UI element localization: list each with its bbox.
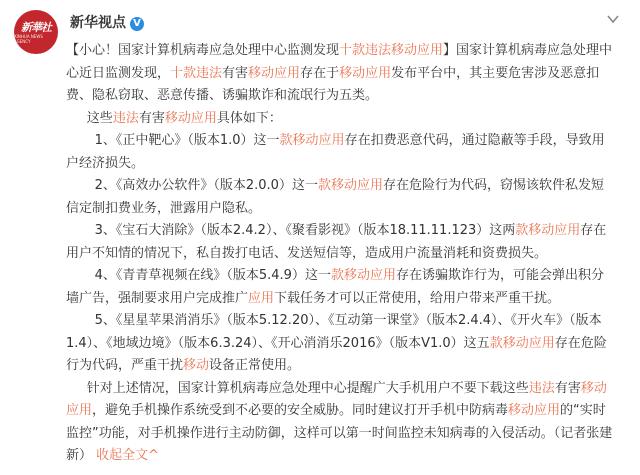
text-segment: 这些	[86, 110, 113, 126]
post-list-item-4	[66, 265, 614, 310]
keyword-highlight[interactable]: 款移动应用	[317, 178, 383, 193]
text-segment: 针对上述情况，国家计算机病毒应急处理中心提醒广大手机用户不要下载这些	[86, 380, 529, 396]
post-list-item-3	[66, 220, 614, 265]
text-segment: 2、《高效办公软件》（版本2.0.0）这一	[94, 178, 318, 193]
topic-link[interactable]: 十款违法移动应用	[339, 43, 444, 58]
text-segment: 5、《星星苹果消消乐》（版本5.12.20）、《互动第一课堂》（版本2.4.4）、《开火车》（版本1.4）、《地域边境》（版本6.3.24）、《开心消消乐2016》（版本V1.0）这五	[66, 313, 602, 351]
text-segment: 具体如下：	[216, 110, 282, 126]
post-body	[66, 40, 614, 468]
text-segment: 下载任务才可以正常使用，给用户带来严重干扰。	[274, 290, 561, 306]
keyword-highlight[interactable]: 款移动应用	[279, 133, 345, 148]
collapse-text-label[interactable]: 收起全文	[96, 448, 149, 463]
keyword-highlight[interactable]: 款移动应用	[515, 223, 581, 238]
keyword-highlight[interactable]: 移动	[183, 358, 210, 373]
text-segment: 4、《青青草视频在线》（版本5.4.9）这一	[94, 268, 331, 283]
post-paragraph-intro	[66, 40, 614, 108]
text-segment: 的“实时监控”功能，对手机操作进行主动防御，这样可以第一时间监控未知病毒的入侵活动。（记者张建新）	[66, 403, 613, 463]
post-list-item-2	[66, 175, 614, 220]
account-name[interactable]	[70, 12, 144, 32]
avatar-logo-subtext: XINHUA NEWS AGENCY	[14, 33, 43, 44]
post-list-item-5	[66, 310, 614, 378]
keyword-highlight[interactable]: 应用	[248, 290, 275, 306]
keyword-highlight[interactable]: 违法	[112, 110, 139, 126]
text-segment: 有害	[222, 65, 249, 81]
keyword-highlight[interactable]: 款移动应用	[489, 335, 555, 351]
text-segment: ，避免手机操作系统受到不必要的安全威胁。同时建议打开手机中防病毒	[92, 403, 509, 418]
text-segment: 设备正常使用。	[209, 358, 301, 373]
keyword-highlight[interactable]: 移动应用	[164, 110, 217, 126]
post-paragraph-advice	[66, 378, 614, 468]
text-segment: 1、《正中靶心》（版本1.0）这一	[94, 133, 280, 148]
keyword-highlight[interactable]: 移动应用	[508, 403, 561, 418]
verified-icon: V	[130, 17, 144, 31]
keyword-highlight[interactable]: 移动应用	[339, 65, 392, 81]
keyword-highlight[interactable]: 违法	[528, 380, 555, 396]
account-name-text[interactable]: 新华视点	[70, 15, 126, 31]
keyword-highlight[interactable]: 款移动应用	[330, 268, 396, 283]
text-segment: 存在危险行为代码，窃惕该软件私发短信定制扣费业务，泄露用户隐私。	[66, 178, 604, 216]
keyword-highlight[interactable]: 移动应用	[248, 65, 301, 81]
text-segment: 存在扣费恶意代码，通过隐蔽等手段，导致用户经济损失。	[66, 133, 605, 171]
keyword-highlight[interactable]: 移动应用	[66, 380, 607, 418]
avatar-logo-text: 新華社	[21, 20, 51, 34]
text-segment: 发布平台中，其主要危害涉及恶意扣费、隐私窃取、恶意传播、诱骗欺诈和流氓行为五类。	[66, 65, 600, 103]
text-segment: 3、《宝石大消除》（版本2.4.2）、《聚看影视》（版本18.11.11.123）这两	[94, 223, 516, 238]
text-segment: 存在危险行为代码，严重干扰	[66, 335, 607, 373]
text-segment: 有害	[138, 110, 165, 126]
text-segment: 】国家计算机病毒应急处理中心近日监测发现，	[66, 43, 613, 81]
text-segment: 存在诱骗欺诈行为，可能会弹出积分墙广告，强制要求用户完成推广	[66, 268, 604, 306]
chevron-up-icon[interactable]: ^	[148, 448, 160, 463]
text-segment: 有害	[554, 380, 581, 396]
chevron-down-icon[interactable]	[606, 12, 620, 26]
collapse-text-link[interactable]	[96, 448, 159, 463]
text-segment: 【小心！国家计算机病毒应急处理中心监测发现	[66, 43, 340, 58]
post-paragraph-list-intro	[66, 108, 614, 131]
text-segment: 存在于	[300, 65, 340, 81]
keyword-highlight[interactable]: 十款违法	[170, 65, 223, 81]
text-segment: 存在用户不知情的情况下，私自拨打电话、发送短信等，造成用户流量消耗和资费损失。	[66, 223, 607, 261]
avatar[interactable]	[14, 10, 58, 54]
post-list-item-1	[66, 130, 614, 175]
